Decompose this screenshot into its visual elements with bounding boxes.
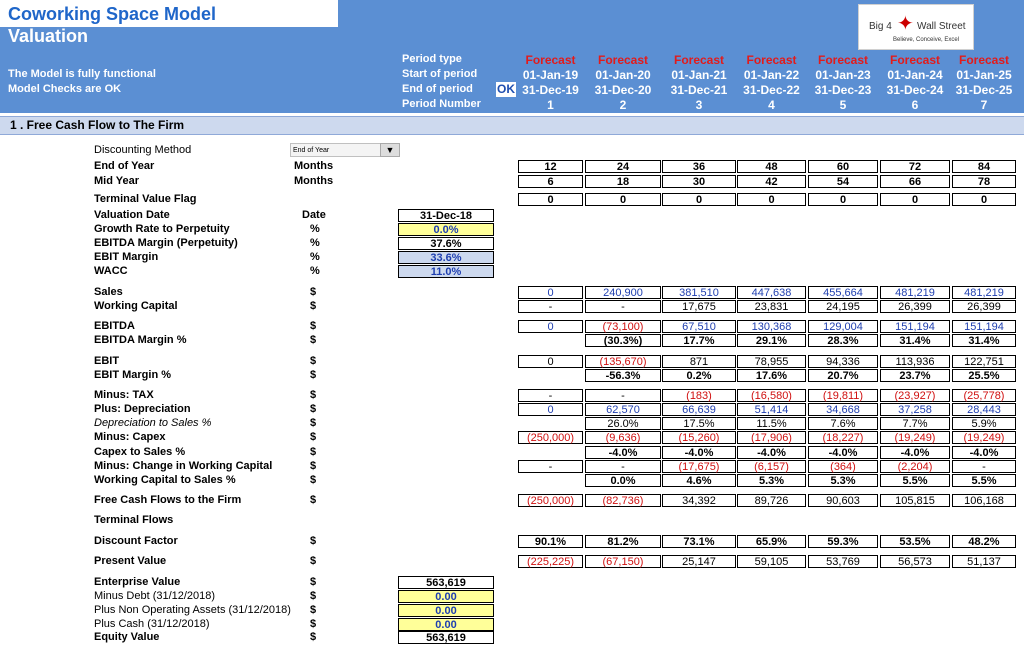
period-type-6: Forecast <box>889 53 941 67</box>
input-unit-wacc: % <box>310 265 320 277</box>
fin-cell: 5.5% <box>880 474 950 487</box>
row-label-5: EBIT Margin % <box>94 369 172 381</box>
fin-cell: 94,336 <box>808 355 878 368</box>
period-end-1: 31-Dec-19 <box>522 83 579 97</box>
timing-cell: 6 <box>518 175 583 188</box>
logo-text-right: Wall Street <box>917 21 966 32</box>
fin-cell: 105,815 <box>880 494 950 507</box>
bridge-value-0: 563,619 <box>398 576 494 589</box>
input-unit-growth: % <box>310 223 320 235</box>
fin-cell: 23.7% <box>880 369 950 382</box>
fin-cell <box>518 446 583 459</box>
bridge-value-1[interactable]: 0.00 <box>398 590 494 603</box>
timing-cell: 0 <box>662 193 736 206</box>
fin-cell <box>518 474 583 487</box>
fin-cell: 17,675 <box>662 300 736 313</box>
fin-cell: 5.9% <box>952 417 1016 430</box>
fin-cell: 113,936 <box>880 355 950 368</box>
row-unit-7: $ <box>310 403 317 415</box>
fin-cell: 81.2% <box>585 535 661 548</box>
row-unit-8: $ <box>310 417 317 429</box>
bridge-label-4: Equity Value <box>94 631 160 643</box>
fin-cell: (25,778) <box>952 389 1016 402</box>
period-start-1: 01-Jan-19 <box>522 68 579 82</box>
period-end-3: 31-Dec-21 <box>670 83 728 97</box>
row-label-6: Minus: TAX <box>94 389 154 401</box>
bridge-unit-0: $ <box>310 576 317 588</box>
period-start-4: 01-Jan-22 <box>743 68 800 82</box>
period-num-7: 7 <box>980 98 988 112</box>
period-end-7: 31-Dec-25 <box>955 83 1013 97</box>
status-line-1: The Model is fully functional <box>8 68 156 80</box>
period-num-4: 4 <box>768 98 775 112</box>
fin-cell: (82,736) <box>585 494 661 507</box>
fin-cell: 51,137 <box>952 555 1016 568</box>
fin-cell: 67,510 <box>662 320 736 333</box>
row-label-9: Minus: Capex <box>94 431 166 443</box>
fin-cell: 7.7% <box>880 417 950 430</box>
row-label-number: Period Number <box>402 98 481 110</box>
fin-cell: 48.2% <box>952 535 1016 548</box>
row-label-period-type: Period type <box>402 53 462 65</box>
row-unit-1: $ <box>310 300 317 312</box>
row-label-2: EBITDA <box>94 320 135 332</box>
row-label-4: EBIT <box>94 355 120 367</box>
input-label-ebitda_perp: EBITDA Margin (Perpetuity) <box>94 237 238 249</box>
fin-cell: (364) <box>808 460 878 473</box>
discounting-method-select[interactable]: End of Year <box>290 143 400 157</box>
fin-cell: 59.3% <box>808 535 878 548</box>
fin-cell: 78,955 <box>737 355 806 368</box>
fin-cell: 23,831 <box>737 300 806 313</box>
period-start-5: 01-Jan-23 <box>815 68 871 82</box>
input-label-valuation_date: Valuation Date <box>94 209 170 221</box>
period-num-2: 2 <box>619 98 627 112</box>
fin-cell: 89,726 <box>737 494 806 507</box>
row-label-end: End of period <box>402 83 473 95</box>
bridge-label-1: Minus Debt (31/12/2018) <box>94 590 216 602</box>
row-unit-13: $ <box>310 494 317 506</box>
row-unit-0: $ <box>310 286 317 298</box>
fin-cell: (18,227) <box>808 431 878 444</box>
bridge-label-2: Plus Non Operating Assets (31/12/2018) <box>94 604 291 616</box>
fin-cell: 28.3% <box>808 334 878 347</box>
fin-cell: - <box>518 460 583 473</box>
row-label-11: Minus: Change in Working Capital <box>94 460 273 472</box>
fin-cell: 106,168 <box>952 494 1016 507</box>
period-start-3: 01-Jan-21 <box>671 68 727 82</box>
fin-cell: 151,194 <box>952 320 1016 333</box>
row-unit-2: $ <box>310 320 317 332</box>
timing-cell: 0 <box>952 193 1016 206</box>
input-unit-ebit_margin: % <box>310 251 320 263</box>
timing-cell: 0 <box>518 193 583 206</box>
timing-cell: 0 <box>585 193 661 206</box>
fin-cell: 25,147 <box>662 555 736 568</box>
ok-check-badge: OK <box>497 82 515 96</box>
bridge-unit-2: $ <box>310 604 317 616</box>
fin-cell: 26,399 <box>952 300 1016 313</box>
row-unit-5: $ <box>310 369 317 381</box>
fin-cell: 17.7% <box>662 334 736 347</box>
eagle-icon: ✦ <box>897 13 914 35</box>
fin-cell: (250,000) <box>518 431 583 444</box>
timing-label-0: End of Year <box>94 160 155 172</box>
fin-cell: (6,157) <box>737 460 806 473</box>
timing-cell: 48 <box>737 160 806 173</box>
fin-cell: -4.0% <box>880 446 950 459</box>
period-type-4: Forecast <box>746 53 797 67</box>
fin-cell: -4.0% <box>737 446 806 459</box>
fin-cell: 5.3% <box>737 474 806 487</box>
fin-cell: 90,603 <box>808 494 878 507</box>
timing-cell: 12 <box>518 160 583 173</box>
row-unit-15: $ <box>310 535 317 547</box>
fin-cell: (135,670) <box>585 355 661 368</box>
fin-cell: 24,195 <box>808 300 878 313</box>
row-unit-10: $ <box>310 446 317 458</box>
fin-cell: 59,105 <box>737 555 806 568</box>
period-num-1: 1 <box>547 98 554 112</box>
fin-cell: (73,100) <box>585 320 661 333</box>
fin-cell: - <box>585 300 661 313</box>
timing-cell: 0 <box>880 193 950 206</box>
logo-tagline: Believe, Conceive, Excel <box>893 37 960 43</box>
period-num-6: 6 <box>911 98 919 112</box>
timing-cell: 78 <box>952 175 1016 188</box>
fin-cell: -4.0% <box>952 446 1016 459</box>
fin-cell: 53.5% <box>880 535 950 548</box>
row-unit-9: $ <box>310 431 317 443</box>
timing-cell: 0 <box>808 193 878 206</box>
page-subtitle: Valuation <box>8 26 89 46</box>
fin-cell: 0 <box>518 403 583 416</box>
fin-cell: -56.3% <box>585 369 661 382</box>
timing-unit-1: Months <box>294 175 334 187</box>
bridge-value-4: 563,619 <box>398 631 494 644</box>
period-end-4: 31-Dec-22 <box>743 83 800 97</box>
input-unit-ebitda_perp: % <box>310 237 320 249</box>
fin-cell: (67,150) <box>585 555 661 568</box>
fin-cell: 122,751 <box>952 355 1016 368</box>
fin-cell: 5.3% <box>808 474 878 487</box>
input-value-ebit_margin[interactable]: 33.6% <box>398 251 494 264</box>
row-unit-3: $ <box>310 334 317 346</box>
bridge-value-3[interactable]: 0.00 <box>398 618 494 631</box>
fin-cell: 11.5% <box>737 417 806 430</box>
fin-cell: 240,900 <box>585 286 661 299</box>
row-unit-4: $ <box>310 355 317 367</box>
period-end-6: 31-Dec-24 <box>886 83 944 97</box>
fin-cell: 5.5% <box>952 474 1016 487</box>
timing-cell: 60 <box>808 160 878 173</box>
header-band <box>0 0 1024 113</box>
period-num-3: 3 <box>695 98 703 112</box>
fin-cell: 53,769 <box>808 555 878 568</box>
fin-cell: - <box>952 460 1016 473</box>
fin-cell: (225,225) <box>518 555 583 568</box>
timing-cell: 72 <box>880 160 950 173</box>
timing-cell: 30 <box>662 175 736 188</box>
period-type-2: Forecast <box>597 53 649 67</box>
timing-cell: 18 <box>585 175 661 188</box>
fin-cell: (19,249) <box>880 431 950 444</box>
timing-cell: 54 <box>808 175 878 188</box>
period-start-2: 01-Jan-20 <box>595 68 651 82</box>
timing-cell: 24 <box>585 160 661 173</box>
row-label-16: Present Value <box>94 555 167 567</box>
timing-cell: 84 <box>952 160 1016 173</box>
row-unit-16: $ <box>310 555 317 567</box>
logo <box>858 4 974 50</box>
timing-unit-0: Months <box>294 160 334 172</box>
fin-cell: 34,668 <box>808 403 878 416</box>
timing-cell: 66 <box>880 175 950 188</box>
fin-cell: 130,368 <box>737 320 806 333</box>
model-title: Coworking Space Model <box>8 4 217 24</box>
row-unit-12: $ <box>310 474 317 486</box>
bridge-label-3: Plus Cash (31/12/2018) <box>94 618 210 630</box>
input-value-ebitda_perp: 37.6% <box>398 237 494 250</box>
fin-cell: 481,219 <box>952 286 1016 299</box>
fin-cell: (30.3%) <box>585 334 661 347</box>
fin-cell: 381,510 <box>662 286 736 299</box>
logo-text-left: Big 4 <box>869 21 892 32</box>
discounting-method-label: Discounting Method <box>94 144 192 156</box>
fin-cell: 66,639 <box>662 403 736 416</box>
fin-cell: 481,219 <box>880 286 950 299</box>
fin-cell: 73.1% <box>662 535 736 548</box>
row-label-3: EBITDA Margin % <box>94 334 187 346</box>
input-value-valuation_date: 31-Dec-18 <box>398 209 494 222</box>
input-unit-valuation_date: Date <box>302 209 326 221</box>
fin-cell: 62,570 <box>585 403 661 416</box>
fin-cell: 29.1% <box>737 334 806 347</box>
period-type-7: Forecast <box>958 53 1010 67</box>
row-label-8: Depreciation to Sales % <box>94 417 212 429</box>
fin-cell <box>518 417 583 430</box>
fin-cell: 26.0% <box>585 417 661 430</box>
fin-cell: - <box>585 389 661 402</box>
fin-cell: 455,664 <box>808 286 878 299</box>
period-type-5: Forecast <box>817 53 869 67</box>
fin-cell: 17.6% <box>737 369 806 382</box>
fin-cell: 90.1% <box>518 535 583 548</box>
fin-cell: -4.0% <box>585 446 661 459</box>
fin-cell: 129,004 <box>808 320 878 333</box>
fin-cell: 26,399 <box>880 300 950 313</box>
bridge-unit-1: $ <box>310 590 317 602</box>
fin-cell: (17,675) <box>662 460 736 473</box>
fin-cell: (19,249) <box>952 431 1016 444</box>
fin-cell: (2,204) <box>880 460 950 473</box>
row-label-7: Plus: Depreciation <box>94 403 191 415</box>
fin-cell: -4.0% <box>808 446 878 459</box>
row-unit-6: $ <box>310 389 317 401</box>
fin-cell: 37,258 <box>880 403 950 416</box>
fin-cell <box>518 334 583 347</box>
input-value-growth[interactable]: 0.0% <box>398 223 494 236</box>
input-label-wacc: WACC <box>94 265 128 277</box>
fin-cell: 20.7% <box>808 369 878 382</box>
row-label-1: Working Capital <box>94 300 178 312</box>
fin-cell: (15,260) <box>662 431 736 444</box>
fin-cell: 871 <box>662 355 736 368</box>
timing-label-1: Mid Year <box>94 175 140 187</box>
fin-cell: 65.9% <box>737 535 806 548</box>
fin-cell: - <box>585 460 661 473</box>
fin-cell: -4.0% <box>662 446 736 459</box>
chevron-down-icon[interactable]: ▼ <box>380 143 400 157</box>
timing-cell: 0 <box>737 193 806 206</box>
fin-cell: (17,906) <box>737 431 806 444</box>
fin-cell: - <box>518 300 583 313</box>
bridge-value-2[interactable]: 0.00 <box>398 604 494 617</box>
period-num-5: 5 <box>839 98 847 112</box>
timing-cell: 36 <box>662 160 736 173</box>
fin-cell: 7.6% <box>808 417 878 430</box>
timing-cell: 42 <box>737 175 806 188</box>
fin-cell: 31.4% <box>880 334 950 347</box>
status-line-2: Model Checks are OK <box>8 83 122 95</box>
fin-cell: (23,927) <box>880 389 950 402</box>
fin-cell: 17.5% <box>662 417 736 430</box>
fin-cell: 56,573 <box>880 555 950 568</box>
fin-cell: 28,443 <box>952 403 1016 416</box>
row-label-0: Sales <box>94 286 123 298</box>
fin-cell: 34,392 <box>662 494 736 507</box>
input-label-growth: Growth Rate to Perpetuity <box>94 223 230 235</box>
bridge-unit-4: $ <box>310 631 317 643</box>
row-label-13: Free Cash Flows to the Firm <box>94 494 242 506</box>
fin-cell: 0 <box>518 286 583 299</box>
fin-cell: 0 <box>518 320 583 333</box>
period-end-2: 31-Dec-20 <box>594 83 652 97</box>
fin-cell: 25.5% <box>952 369 1016 382</box>
fin-cell: 151,194 <box>880 320 950 333</box>
row-label-12: Working Capital to Sales % <box>94 474 236 486</box>
fin-cell: - <box>518 389 583 402</box>
period-start-6: 01-Jan-24 <box>887 68 943 82</box>
period-end-5: 31-Dec-23 <box>814 83 872 97</box>
fin-cell <box>518 369 583 382</box>
bridge-unit-3: $ <box>310 618 317 630</box>
fin-cell: 31.4% <box>952 334 1016 347</box>
row-label-start: Start of period <box>402 68 478 80</box>
title-box <box>0 0 338 27</box>
row-label-14: Terminal Flows <box>94 514 174 526</box>
fin-cell: (250,000) <box>518 494 583 507</box>
fin-cell: 51,414 <box>737 403 806 416</box>
fin-cell: 4.6% <box>662 474 736 487</box>
input-label-ebit_margin: EBIT Margin <box>94 251 159 263</box>
row-label-15: Discount Factor <box>94 535 178 547</box>
period-type-1: Forecast <box>525 53 576 67</box>
period-type-3: Forecast <box>673 53 725 67</box>
fin-cell: 0.0% <box>585 474 661 487</box>
fin-cell: (19,811) <box>808 389 878 402</box>
fin-cell: 0.2% <box>662 369 736 382</box>
input-value-wacc[interactable]: 11.0% <box>398 265 494 278</box>
fin-cell: (16,580) <box>737 389 806 402</box>
fin-cell: (183) <box>662 389 736 402</box>
period-start-7: 01-Jan-25 <box>956 68 1012 82</box>
row-label-10: Capex to Sales % <box>94 446 186 458</box>
fin-cell: 447,638 <box>737 286 806 299</box>
section-title: 1 . Free Cash Flow to The Firm <box>10 118 185 132</box>
fin-cell: 0 <box>518 355 583 368</box>
fin-cell: (9,636) <box>585 431 661 444</box>
bridge-label-0: Enterprise Value <box>94 576 181 588</box>
section-header <box>0 116 1024 135</box>
timing-label-2: Terminal Value Flag <box>94 193 197 205</box>
row-unit-11: $ <box>310 460 317 472</box>
